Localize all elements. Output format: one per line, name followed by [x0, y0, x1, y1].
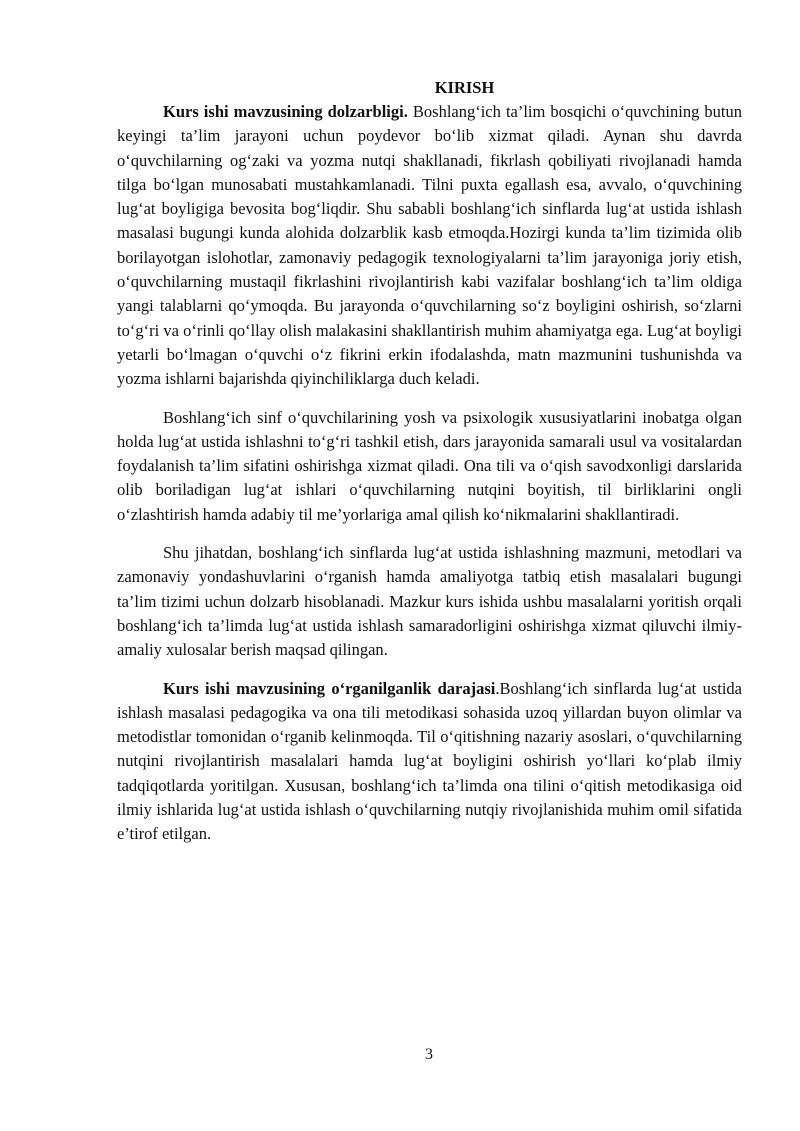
paragraph-lead: Kurs ishi mavzusining dolzarbligi. [163, 102, 408, 121]
paragraph-text: Boshlang‘ich sinf o‘quvchilarining yosh va psixologik xususiyatlarini inobatga olgan holda lug‘at ustida ishlashni to‘g‘ri tashkil etish, dars jarayonida samarali usul va vositalardan foydalanish ta’lim sifatini oshirishga xizmat qiladi. Ona tili va o‘qish savodxonligi darslarida olib boriladigan lug‘at ishlari o‘quvchilarning nutqini boyitish, til birliklarini ongli o‘zlashtirish hamda adabiy til me’yorlariga amal qilish ko‘nikmalarini shakllantiradi. [117, 407, 742, 524]
page-number: 3 [425, 1046, 433, 1063]
paragraph-text: Shu jihatdan, boshlang‘ich sinflarda lug‘at ustida ishlashning mazmuni, metodlari va zamonaviy yondashuvlarini o‘rganish hamda amaliyotga tatbiq etish masalalari bugungi ta’lim tizimi uchun dolzarb hisoblanadi. Mazkur kurs ishida ushbu masalalarni yoritish orqali boshlang‘ich ta’limda lug‘at ustida ishlash samaradorligini oshirishga xizmat qiluvchi ilmiy-amaliy xulosalar berish maqsad qilingan. [117, 543, 742, 660]
section-heading: KIRISH [434, 78, 495, 97]
paragraph-study-level [117, 677, 742, 847]
paragraph-text: .Boshlang‘ich sinflarda lug‘at ustida ishlash masalasi pedagogika va ona tili metodikasi sohasida uzoq yillardan buyon olimlar va metodistlar tomonidan o‘rganib kelinmoqda. Til o‘qitishning nazariy asoslari, o‘quvchilarning nutqini rivojlantirish masalalari hamda lug‘at boyligini oshirish yo‘llari ko‘plab ilmiy tadqiqotlarda yoritilgan. Xususan, boshlang‘ich ta’limda ona tilini o‘qitish metodikasiga oid ilmiy ishlarida lug‘at ustida ishlash o‘quvchilarning nutqiy rivojlanishida muhim omil sifatida e’tirof etilgan. [117, 678, 742, 844]
paragraph-age-features [117, 406, 742, 527]
paragraph-relevance [117, 100, 742, 392]
document-page [117, 76, 742, 861]
paragraph-aim [117, 541, 742, 662]
paragraph-lead: Kurs ishi mavzusining o‘rganilganlik darajasi [163, 678, 496, 698]
paragraph-text: Boshlang‘ich ta’lim bosqichi o‘quvchining butun keyingi ta’lim jarayoni uchun poydevor bo‘lib xizmat qiladi. Aynan shu davrda o‘quvchilarning og‘zaki va yozma nutqi shakllanadi, fikrlash qobiliyati rivojlanadi hamda tilga bo‘lgan munosabati mustahkamlanadi. Tilni puxta egallash esa, avvalo, o‘quvchining lug‘at boyligiga bevosita bog‘liqdir. Shu sababli boshlang‘ich sinflarda lug‘at ustida ishlash masalasi bugungi kunda alohida dolzarblik kasb etmoqda.Hozirgi kunda ta’lim tizimida olib borilayotgan islohotlar, zamonaviy pedagogik texnologiyalarni ta’lim jarayoniga joriy etish, o‘quvchilarning mustaqil fikrlashini rivojlantirish kabi vazifalar boshlang‘ich ta’lim oldiga yangi talablarni qo‘ymoqda. Bu jarayonda o‘quvchilarning so‘z boyligini oshirish, so‘zlarni to‘g‘ri va o‘rinli qo‘llay olish malakasini shakllantirish muhim ahamiyatga ega. Lug‘at boyligi yetarli bo‘lmagan o‘quvchi o‘z fikrini erkin ifodalashda, matn mazmunini tushunishda va yozma ishlarni bajarishda qiyinchiliklarga duch keladi. [117, 102, 742, 389]
